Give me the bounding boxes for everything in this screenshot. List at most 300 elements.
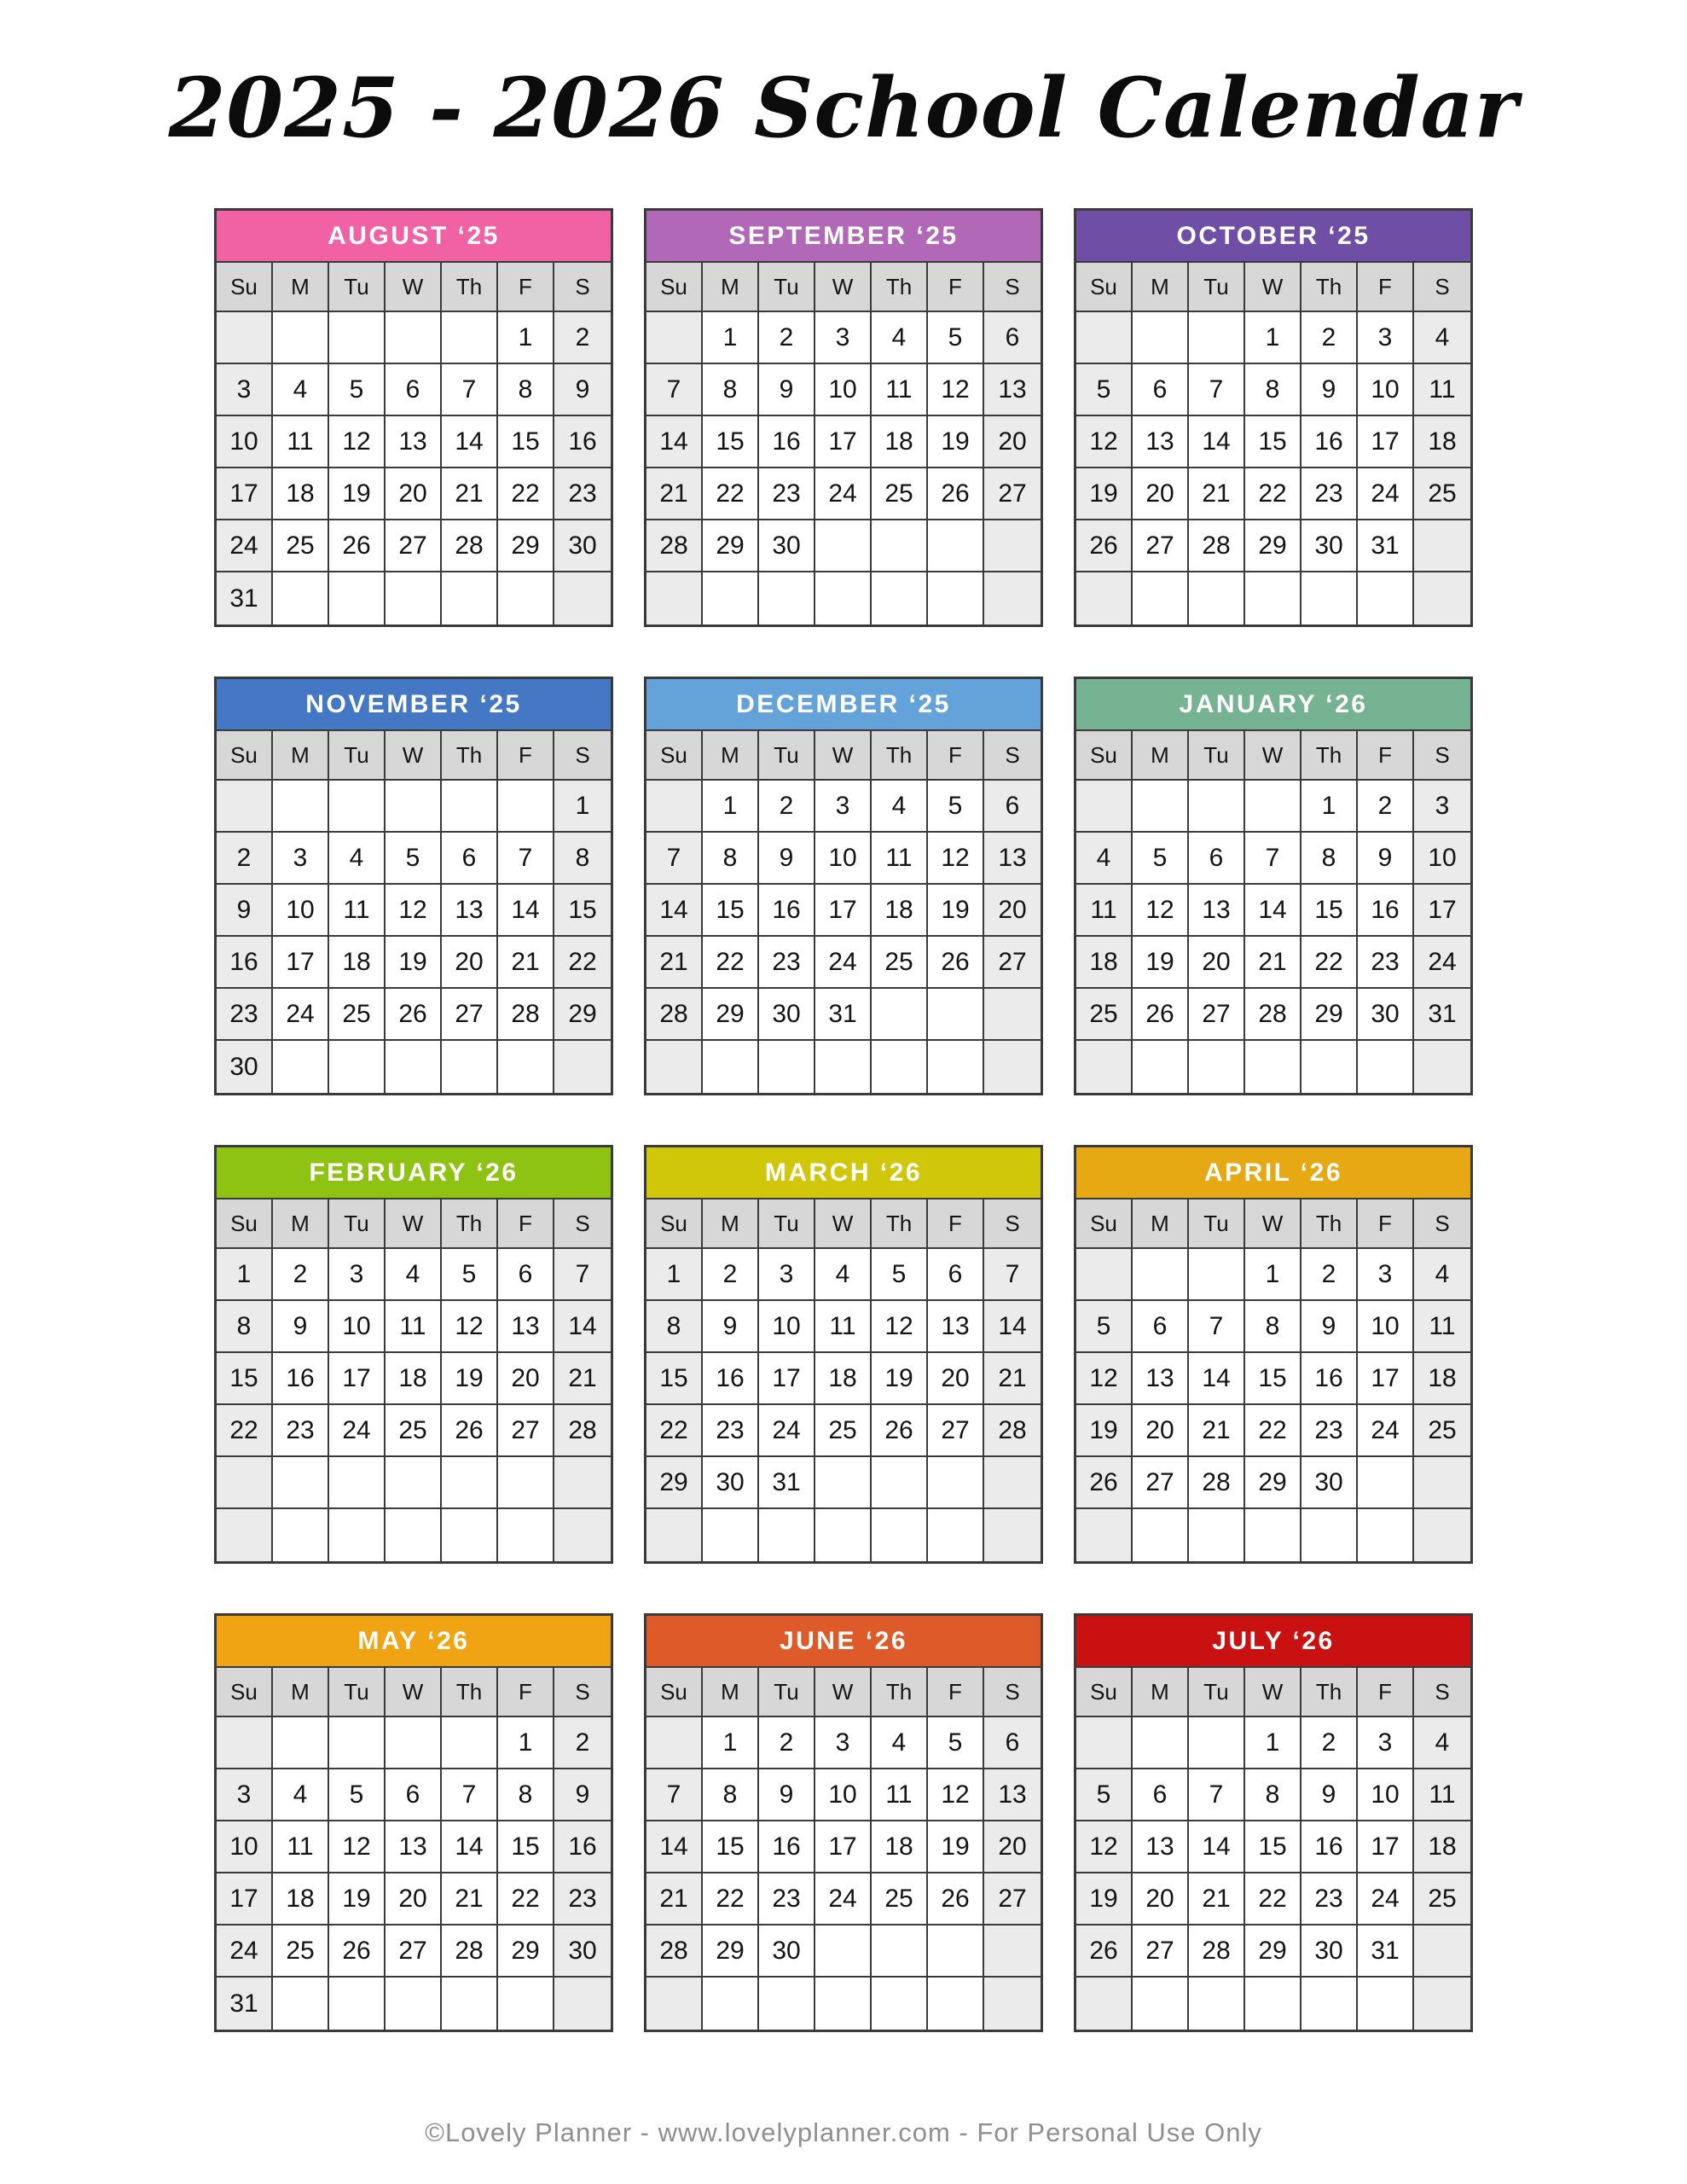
date-cell: 17 — [815, 885, 872, 937]
month-july-26 — [1074, 1613, 1473, 2032]
date-cell: 5 — [329, 1769, 386, 1821]
empty-date-cell — [984, 572, 1041, 624]
date-cell: 23 — [703, 1405, 759, 1457]
weekday-label: Tu — [329, 263, 386, 312]
date-cell: 19 — [442, 1353, 498, 1405]
empty-date-cell — [386, 1509, 442, 1561]
date-cell: 14 — [1189, 1353, 1245, 1405]
date-cell: 20 — [928, 1353, 984, 1405]
date-cell: 23 — [1301, 1405, 1358, 1457]
date-cell: 4 — [1414, 1717, 1470, 1769]
month-grid — [646, 263, 1041, 624]
date-cell: 16 — [1301, 1353, 1358, 1405]
weekday-label: W — [815, 263, 872, 312]
date-cell: 29 — [1301, 989, 1358, 1041]
date-cell: 4 — [872, 312, 928, 364]
date-cell: 3 — [1358, 1717, 1414, 1769]
date-cell: 6 — [1133, 1769, 1189, 1821]
weekday-label: Su — [217, 1199, 273, 1249]
empty-date-cell — [646, 1509, 703, 1561]
date-cell: 1 — [646, 1249, 703, 1301]
date-cell: 28 — [646, 520, 703, 572]
date-cell: 4 — [329, 833, 386, 885]
weekday-label: W — [386, 731, 442, 781]
weekday-label: Th — [1301, 263, 1358, 312]
weekday-label: Th — [872, 1199, 928, 1249]
date-cell: 26 — [329, 520, 386, 572]
date-cell: 22 — [1245, 468, 1301, 520]
empty-date-cell — [703, 1041, 759, 1093]
empty-date-cell — [273, 1717, 329, 1769]
date-cell: 3 — [1358, 312, 1414, 364]
weekday-label: S — [984, 263, 1041, 312]
weekday-label: S — [1414, 731, 1470, 781]
empty-date-cell — [872, 1509, 928, 1561]
date-cell: 26 — [928, 468, 984, 520]
date-cell: 16 — [1301, 416, 1358, 468]
weekday-label: M — [273, 731, 329, 781]
date-cell: 28 — [554, 1405, 611, 1457]
empty-date-cell — [329, 572, 386, 624]
month-december-25 — [644, 677, 1043, 1095]
date-cell: 6 — [984, 1717, 1041, 1769]
date-cell: 31 — [815, 989, 872, 1041]
date-cell: 28 — [498, 989, 554, 1041]
date-cell: 19 — [329, 468, 386, 520]
empty-date-cell — [1301, 1978, 1358, 2030]
date-cell: 27 — [984, 937, 1041, 989]
empty-date-cell — [386, 572, 442, 624]
date-cell: 23 — [217, 989, 273, 1041]
weekday-label: Th — [872, 1668, 928, 1717]
month-header: SEPTEMBER ‘25 — [646, 211, 1041, 263]
weekday-label: Th — [1301, 1199, 1358, 1249]
date-cell: 16 — [273, 1353, 329, 1405]
date-cell: 8 — [703, 1769, 759, 1821]
date-cell: 7 — [1189, 364, 1245, 416]
date-cell: 23 — [554, 468, 611, 520]
date-cell: 27 — [386, 1926, 442, 1978]
date-cell: 20 — [498, 1353, 554, 1405]
empty-date-cell — [554, 1041, 611, 1093]
date-cell: 12 — [1133, 885, 1189, 937]
date-cell: 20 — [1133, 468, 1189, 520]
month-header: MAY ‘26 — [217, 1616, 611, 1668]
date-cell: 6 — [1133, 1301, 1189, 1353]
date-cell: 16 — [1358, 885, 1414, 937]
empty-date-cell — [759, 1509, 815, 1561]
date-cell: 9 — [1358, 833, 1414, 885]
date-cell: 2 — [1301, 1249, 1358, 1301]
empty-date-cell — [646, 572, 703, 624]
date-cell: 2 — [703, 1249, 759, 1301]
date-cell: 23 — [759, 468, 815, 520]
date-cell: 24 — [815, 468, 872, 520]
date-cell: 30 — [703, 1457, 759, 1509]
empty-date-cell — [1076, 1249, 1133, 1301]
empty-date-cell — [815, 1457, 872, 1509]
date-cell: 30 — [1358, 989, 1414, 1041]
empty-date-cell — [1358, 1978, 1414, 2030]
date-cell: 28 — [1189, 1457, 1245, 1509]
date-cell: 13 — [442, 885, 498, 937]
date-cell: 2 — [554, 1717, 611, 1769]
date-cell: 29 — [498, 520, 554, 572]
weekday-label: Th — [442, 1199, 498, 1249]
date-cell: 24 — [329, 1405, 386, 1457]
date-cell: 1 — [703, 1717, 759, 1769]
weekday-label: W — [815, 731, 872, 781]
empty-date-cell — [1133, 312, 1189, 364]
weekday-label: F — [1358, 1199, 1414, 1249]
empty-date-cell — [759, 572, 815, 624]
empty-date-cell — [1358, 1509, 1414, 1561]
date-cell: 24 — [1358, 468, 1414, 520]
weekday-label: S — [554, 263, 611, 312]
empty-date-cell — [442, 781, 498, 833]
month-august-25 — [214, 208, 613, 627]
date-cell: 15 — [703, 885, 759, 937]
weekday-label: Tu — [759, 1199, 815, 1249]
date-cell: 29 — [703, 520, 759, 572]
month-header: FEBRUARY ‘26 — [217, 1147, 611, 1199]
date-cell: 8 — [703, 833, 759, 885]
date-cell: 12 — [1076, 416, 1133, 468]
date-cell: 6 — [1133, 364, 1189, 416]
weekday-label: Su — [217, 1668, 273, 1717]
weekday-label: M — [273, 263, 329, 312]
empty-date-cell — [646, 1041, 703, 1093]
month-october-25 — [1074, 208, 1473, 627]
date-cell: 7 — [984, 1249, 1041, 1301]
date-cell: 13 — [1133, 416, 1189, 468]
weekday-label: M — [703, 1199, 759, 1249]
date-cell: 25 — [872, 937, 928, 989]
weekday-label: Th — [872, 263, 928, 312]
empty-date-cell — [815, 1926, 872, 1978]
empty-date-cell — [554, 572, 611, 624]
date-cell: 1 — [498, 312, 554, 364]
date-cell: 28 — [1189, 1926, 1245, 1978]
month-grid — [646, 1199, 1041, 1561]
empty-date-cell — [1301, 1509, 1358, 1561]
empty-date-cell — [928, 520, 984, 572]
weekday-label: Su — [1076, 1199, 1133, 1249]
empty-date-cell — [386, 781, 442, 833]
date-cell: 17 — [759, 1353, 815, 1405]
empty-date-cell — [646, 1717, 703, 1769]
calendar-grid — [214, 208, 1473, 2032]
date-cell: 27 — [984, 468, 1041, 520]
weekday-label: Th — [442, 1668, 498, 1717]
date-cell: 16 — [703, 1353, 759, 1405]
month-header: OCTOBER ‘25 — [1076, 211, 1470, 263]
date-cell: 26 — [1076, 1457, 1133, 1509]
date-cell: 7 — [646, 364, 703, 416]
date-cell: 2 — [217, 833, 273, 885]
date-cell: 27 — [1133, 1926, 1189, 1978]
month-header: MARCH ‘26 — [646, 1147, 1041, 1199]
empty-date-cell — [217, 1717, 273, 1769]
weekday-label: Th — [442, 731, 498, 781]
date-cell: 1 — [498, 1717, 554, 1769]
date-cell: 13 — [984, 364, 1041, 416]
date-cell: 30 — [1301, 1926, 1358, 1978]
date-cell: 17 — [1358, 416, 1414, 468]
month-grid — [217, 263, 611, 624]
weekday-label: M — [273, 1668, 329, 1717]
empty-date-cell — [329, 1509, 386, 1561]
weekday-label: W — [386, 1668, 442, 1717]
date-cell: 11 — [329, 885, 386, 937]
empty-date-cell — [1245, 572, 1301, 624]
month-grid — [1076, 731, 1470, 1093]
date-cell: 14 — [498, 885, 554, 937]
empty-date-cell — [759, 1978, 815, 2030]
date-cell: 21 — [984, 1353, 1041, 1405]
date-cell: 3 — [329, 1249, 386, 1301]
date-cell: 26 — [928, 937, 984, 989]
date-cell: 25 — [273, 520, 329, 572]
empty-date-cell — [273, 1041, 329, 1093]
date-cell: 3 — [1358, 1249, 1414, 1301]
date-cell: 29 — [1245, 1926, 1301, 1978]
empty-date-cell — [1076, 1978, 1133, 2030]
date-cell: 4 — [872, 781, 928, 833]
date-cell: 24 — [1358, 1405, 1414, 1457]
empty-date-cell — [329, 312, 386, 364]
empty-date-cell — [1189, 1249, 1245, 1301]
date-cell: 29 — [498, 1926, 554, 1978]
date-cell: 8 — [703, 364, 759, 416]
date-cell: 27 — [498, 1405, 554, 1457]
empty-date-cell — [442, 1978, 498, 2030]
date-cell: 26 — [872, 1405, 928, 1457]
date-cell: 14 — [442, 416, 498, 468]
date-cell: 20 — [386, 468, 442, 520]
empty-date-cell — [1414, 1509, 1470, 1561]
date-cell: 21 — [442, 468, 498, 520]
date-cell: 31 — [1414, 989, 1470, 1041]
date-cell: 19 — [329, 1873, 386, 1926]
date-cell: 25 — [1414, 1873, 1470, 1926]
weekday-label: Th — [442, 263, 498, 312]
empty-date-cell — [815, 520, 872, 572]
date-cell: 10 — [1358, 364, 1414, 416]
date-cell: 19 — [1133, 937, 1189, 989]
weekday-label: Su — [646, 1668, 703, 1717]
empty-date-cell — [1076, 572, 1133, 624]
date-cell: 25 — [872, 468, 928, 520]
weekday-label: F — [498, 263, 554, 312]
date-cell: 22 — [1245, 1405, 1301, 1457]
date-cell: 12 — [386, 885, 442, 937]
month-grid — [1076, 263, 1470, 624]
date-cell: 5 — [442, 1249, 498, 1301]
date-cell: 20 — [984, 885, 1041, 937]
empty-date-cell — [1245, 781, 1301, 833]
date-cell: 12 — [928, 833, 984, 885]
date-cell: 6 — [1189, 833, 1245, 885]
weekday-label: F — [498, 1199, 554, 1249]
date-cell: 26 — [1076, 520, 1133, 572]
empty-date-cell — [872, 1041, 928, 1093]
date-cell: 9 — [273, 1301, 329, 1353]
empty-date-cell — [815, 572, 872, 624]
date-cell: 25 — [329, 989, 386, 1041]
empty-date-cell — [703, 1509, 759, 1561]
empty-date-cell — [386, 1978, 442, 2030]
weekday-label: Tu — [759, 263, 815, 312]
empty-date-cell — [646, 312, 703, 364]
weekday-label: Tu — [1189, 263, 1245, 312]
empty-date-cell — [273, 1509, 329, 1561]
empty-date-cell — [498, 1978, 554, 2030]
date-cell: 25 — [273, 1926, 329, 1978]
date-cell: 30 — [1301, 1457, 1358, 1509]
empty-date-cell — [928, 989, 984, 1041]
date-cell: 13 — [1189, 885, 1245, 937]
weekday-label: Tu — [759, 731, 815, 781]
date-cell: 29 — [1245, 1457, 1301, 1509]
date-cell: 1 — [1301, 781, 1358, 833]
date-cell: 5 — [872, 1249, 928, 1301]
weekday-label: S — [1414, 263, 1470, 312]
date-cell: 6 — [928, 1249, 984, 1301]
date-cell: 24 — [759, 1405, 815, 1457]
empty-date-cell — [217, 781, 273, 833]
empty-date-cell — [872, 572, 928, 624]
empty-date-cell — [759, 1041, 815, 1093]
empty-date-cell — [329, 781, 386, 833]
date-cell: 3 — [273, 833, 329, 885]
date-cell: 5 — [1076, 1769, 1133, 1821]
date-cell: 18 — [815, 1353, 872, 1405]
date-cell: 8 — [1245, 1301, 1301, 1353]
date-cell: 14 — [1245, 885, 1301, 937]
weekday-label: W — [1245, 1668, 1301, 1717]
empty-date-cell — [928, 1978, 984, 2030]
date-cell: 12 — [928, 364, 984, 416]
empty-date-cell — [1358, 1041, 1414, 1093]
weekday-label: S — [554, 1668, 611, 1717]
empty-date-cell — [1301, 1041, 1358, 1093]
date-cell: 15 — [646, 1353, 703, 1405]
empty-date-cell — [442, 1717, 498, 1769]
date-cell: 28 — [646, 989, 703, 1041]
date-cell: 21 — [646, 1873, 703, 1926]
date-cell: 10 — [1414, 833, 1470, 885]
empty-date-cell — [554, 1978, 611, 2030]
date-cell: 1 — [1245, 1717, 1301, 1769]
date-cell: 28 — [1245, 989, 1301, 1041]
date-cell: 10 — [273, 885, 329, 937]
date-cell: 17 — [1414, 885, 1470, 937]
date-cell: 1 — [703, 312, 759, 364]
date-cell: 5 — [386, 833, 442, 885]
date-cell: 21 — [1189, 1873, 1245, 1926]
weekday-label: Su — [1076, 1668, 1133, 1717]
date-cell: 9 — [703, 1301, 759, 1353]
date-cell: 1 — [1245, 312, 1301, 364]
date-cell: 8 — [646, 1301, 703, 1353]
empty-date-cell — [646, 781, 703, 833]
date-cell: 6 — [386, 364, 442, 416]
date-cell: 24 — [815, 1873, 872, 1926]
date-cell: 18 — [386, 1353, 442, 1405]
empty-date-cell — [1301, 572, 1358, 624]
date-cell: 22 — [498, 468, 554, 520]
empty-date-cell — [1133, 572, 1189, 624]
date-cell: 20 — [1189, 937, 1245, 989]
weekday-label: W — [1245, 263, 1301, 312]
date-cell: 4 — [872, 1717, 928, 1769]
date-cell: 18 — [273, 1873, 329, 1926]
empty-date-cell — [646, 1978, 703, 2030]
date-cell: 26 — [928, 1873, 984, 1926]
empty-date-cell — [984, 1978, 1041, 2030]
date-cell: 21 — [442, 1873, 498, 1926]
date-cell: 2 — [759, 1717, 815, 1769]
empty-date-cell — [1245, 1978, 1301, 2030]
date-cell: 9 — [759, 833, 815, 885]
date-cell: 17 — [815, 416, 872, 468]
date-cell: 8 — [1245, 1769, 1301, 1821]
month-grid — [217, 1199, 611, 1561]
weekday-label: Th — [1301, 731, 1358, 781]
empty-date-cell — [1189, 312, 1245, 364]
date-cell: 4 — [1414, 312, 1470, 364]
date-cell: 2 — [273, 1249, 329, 1301]
date-cell: 5 — [329, 364, 386, 416]
date-cell: 15 — [498, 1821, 554, 1873]
date-cell: 25 — [872, 1873, 928, 1926]
empty-date-cell — [1414, 1041, 1470, 1093]
month-january-26 — [1074, 677, 1473, 1095]
empty-date-cell — [273, 1457, 329, 1509]
empty-date-cell — [984, 1926, 1041, 1978]
date-cell: 20 — [386, 1873, 442, 1926]
date-cell: 10 — [1358, 1769, 1414, 1821]
month-february-26 — [214, 1145, 613, 1564]
weekday-label: S — [1414, 1199, 1470, 1249]
empty-date-cell — [498, 1041, 554, 1093]
date-cell: 8 — [498, 364, 554, 416]
weekday-label: Su — [217, 731, 273, 781]
date-cell: 11 — [872, 1769, 928, 1821]
date-cell: 15 — [703, 416, 759, 468]
date-cell: 2 — [1301, 312, 1358, 364]
date-cell: 28 — [984, 1405, 1041, 1457]
empty-date-cell — [1189, 1978, 1245, 2030]
empty-date-cell — [273, 572, 329, 624]
empty-date-cell — [872, 520, 928, 572]
date-cell: 23 — [1301, 468, 1358, 520]
weekday-label: Tu — [1189, 1199, 1245, 1249]
date-cell: 23 — [273, 1405, 329, 1457]
weekday-label: F — [1358, 263, 1414, 312]
empty-date-cell — [442, 1509, 498, 1561]
date-cell: 29 — [554, 989, 611, 1041]
date-cell: 6 — [984, 312, 1041, 364]
date-cell: 19 — [386, 937, 442, 989]
date-cell: 12 — [928, 1769, 984, 1821]
date-cell: 3 — [815, 312, 872, 364]
empty-date-cell — [554, 1457, 611, 1509]
empty-date-cell — [815, 1041, 872, 1093]
date-cell: 28 — [442, 520, 498, 572]
date-cell: 30 — [217, 1041, 273, 1093]
